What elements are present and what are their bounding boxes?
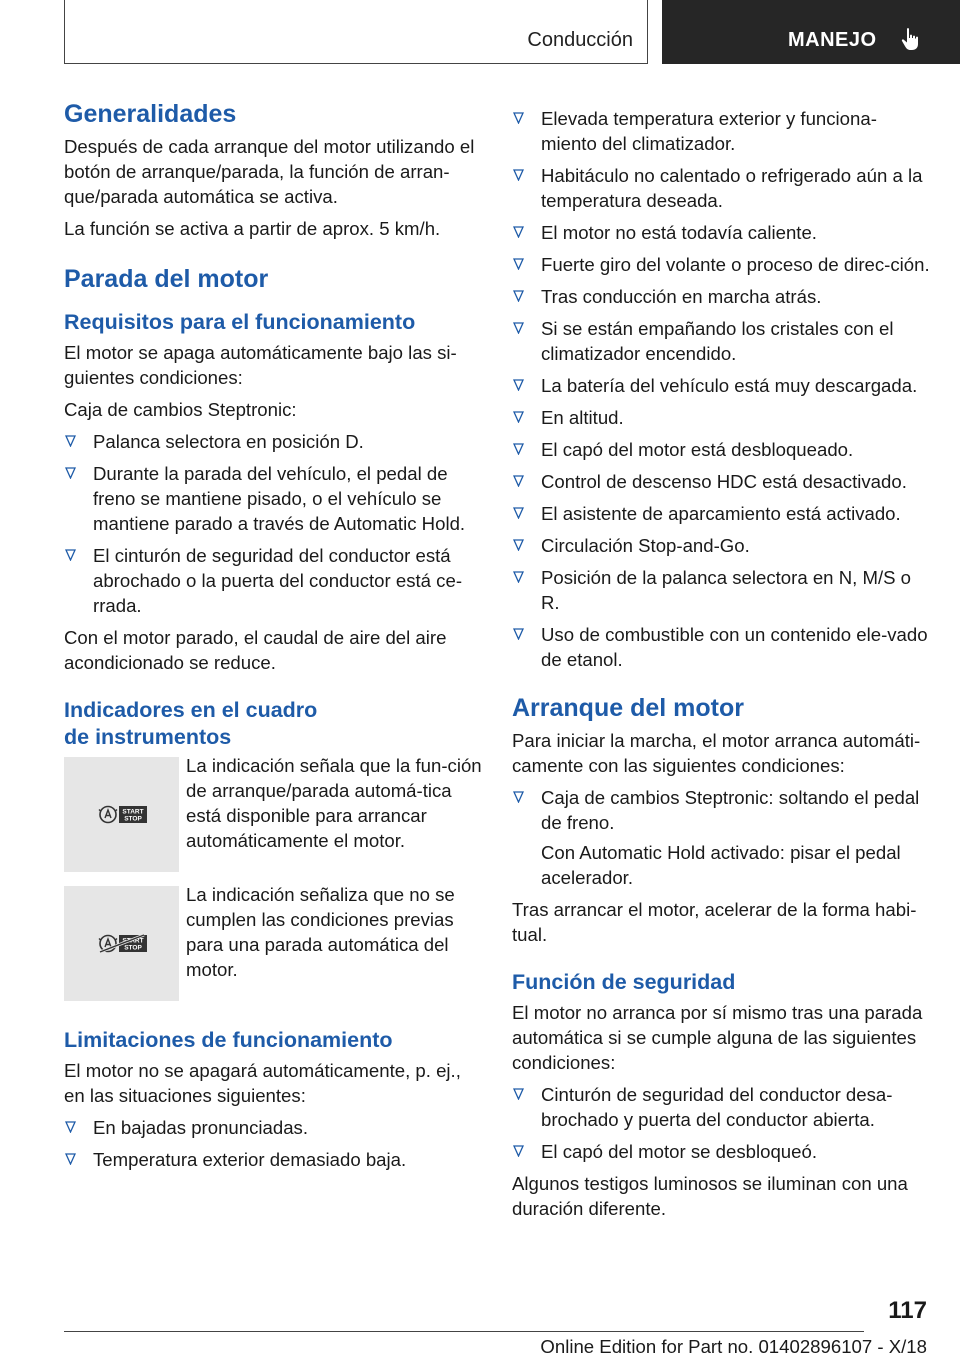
- paragraph: Después de cada arranque del motor utilizando el botón de arranque/parada, la función de arran-que/parada automática se activa.: [64, 136, 475, 207]
- indicator-image: [64, 757, 179, 872]
- triangle-bullet-icon: [513, 1088, 524, 1100]
- list-item: [64, 461, 482, 536]
- list-item-text: El asistente de aparcamiento está activado.: [541, 503, 901, 524]
- heading-funcion-de-seguridad: Función de seguridad: [512, 970, 736, 994]
- list-item-text: La batería del vehículo está muy descargada.: [541, 375, 918, 396]
- list-item-text: Circulación Stop-and-Go.: [541, 535, 750, 556]
- triangle-bullet-icon: [513, 290, 524, 302]
- paragraph: La función se activa a partir de aprox. 5 km/h.: [64, 218, 441, 239]
- header-section-box: [64, 0, 648, 64]
- paragraph: Para iniciar la marcha, el motor arranca automáti-camente con las siguientes condiciones:: [512, 730, 921, 776]
- list-item: [512, 1139, 930, 1164]
- list-item-text: Fuerte giro del volante o proceso de direc-ción.: [541, 254, 930, 275]
- requisitos-list: [64, 429, 482, 618]
- hand-pointer-icon: [898, 26, 924, 52]
- list-item: [64, 1147, 482, 1172]
- paragraph: El motor no arranca por sí mismo tras una parada automática si se cumple alguna de las siguientes condiciones:: [512, 1002, 923, 1073]
- heading-indicadores-line2: de instrumentos: [64, 725, 232, 749]
- triangle-bullet-icon: [513, 507, 524, 519]
- indicator-description: La indicación señaliza que no se cumplen las condiciones previas para una parada automática del motor.: [186, 884, 455, 980]
- list-item: [512, 220, 930, 245]
- list-item: [512, 252, 930, 277]
- list-item-text: En bajadas pronunciadas.: [93, 1117, 309, 1138]
- triangle-bullet-icon: [513, 258, 524, 270]
- triangle-bullet-icon: [65, 1153, 76, 1165]
- triangle-bullet-icon: [513, 791, 524, 803]
- seguridad-list: [512, 1082, 930, 1164]
- paragraph: Caja de cambios Steptronic:: [64, 399, 297, 420]
- indicator-available: [64, 757, 482, 872]
- paragraph: Tras arrancar el motor, acelerar de la forma habi-tual.: [512, 899, 917, 945]
- list-item-text: Elevada temperatura exterior y funciona-miento del climatizador.: [541, 108, 877, 154]
- list-item: [512, 622, 930, 672]
- list-item: [512, 284, 930, 309]
- heading-parada-del-motor: Parada del motor: [64, 265, 269, 293]
- triangle-bullet-icon: [513, 475, 524, 487]
- heading-indicadores: [64, 697, 482, 751]
- list-item-text: El capó del motor está desbloqueado.: [541, 439, 854, 460]
- heading-requisitos: Requisitos para el funcionamiento: [64, 310, 416, 334]
- list-item-text: En altitud.: [541, 407, 624, 428]
- section-title: Conducción: [527, 29, 633, 51]
- list-item-text: Temperatura exterior demasiado baja.: [93, 1149, 407, 1170]
- auto-start-stop-off-icon: [98, 933, 148, 954]
- indicator-unavailable: [64, 886, 482, 1001]
- paragraph: El motor se apaga automáticamente bajo las si-guientes condiciones:: [64, 342, 457, 388]
- heading-indicadores-line1: Indicadores en el cuadro: [64, 698, 318, 722]
- list-subparagraph: Con Automatic Hold activado: pisar el pedal acelerador.: [541, 842, 901, 888]
- triangle-bullet-icon: [513, 628, 524, 640]
- list-item-text: El motor no está todavía caliente.: [541, 222, 817, 243]
- triangle-bullet-icon: [513, 411, 524, 423]
- triangle-bullet-icon: [513, 169, 524, 181]
- list-item: [512, 469, 930, 494]
- paragraph: Con el motor parado, el caudal de aire del aire acondicionado se reduce.: [64, 627, 447, 673]
- list-item-text: Si se están empañando los cristales con el climatizador encendido.: [541, 318, 894, 364]
- indicator-image: [64, 886, 179, 1001]
- triangle-bullet-icon: [513, 571, 524, 583]
- triangle-bullet-icon: [513, 112, 524, 124]
- limitaciones-list: [64, 1115, 482, 1172]
- list-item-text: El cinturón de seguridad del conductor está abrochado o la puerta del conductor está ce-rrada.: [93, 545, 463, 616]
- list-item: [512, 106, 930, 156]
- triangle-bullet-icon: [65, 1121, 76, 1133]
- list-item: [64, 543, 482, 618]
- right-column: [512, 106, 930, 1228]
- footer-divider: [64, 1331, 864, 1332]
- page-number: 117: [888, 1297, 927, 1324]
- heading-arranque-del-motor: Arranque del motor: [512, 694, 744, 722]
- auto-start-stop-icon: [98, 804, 148, 825]
- triangle-bullet-icon: [65, 467, 76, 479]
- list-item-text: Tras conducción en marcha atrás.: [541, 286, 822, 307]
- list-item-text: Posición de la palanca selectora en N, M/S o R.: [541, 567, 912, 613]
- list-item: [512, 437, 930, 462]
- list-item-text: Cinturón de seguridad del conductor desa-brochado y puerta del conductor abierta.: [541, 1084, 893, 1130]
- paragraph: El motor no se apagará automáticamente, p. ej., en las situaciones siguientes:: [64, 1060, 461, 1106]
- icon-label-start: START: [122, 808, 144, 816]
- triangle-bullet-icon: [65, 435, 76, 447]
- list-item: [512, 1082, 930, 1132]
- list-item-text: Caja de cambios Steptronic: soltando el pedal de freno.: [541, 787, 920, 833]
- icon-label-stop: STOP: [124, 815, 142, 823]
- triangle-bullet-icon: [513, 443, 524, 455]
- list-item-text: Habitáculo no calentado o refrigerado aún a la temperatura deseada.: [541, 165, 923, 211]
- list-item-text: Control de descenso HDC está desactivado.: [541, 471, 907, 492]
- list-item: [512, 163, 930, 213]
- heading-generalidades: Generalidades: [64, 100, 237, 128]
- indicator-description: La indicación señala que la fun-ción de arranque/parada automá-tica está disponible para arrancar automáticamente el motor.: [186, 755, 482, 851]
- list-item: [512, 373, 930, 398]
- chapter-tab-label: MANEJO: [788, 29, 877, 51]
- triangle-bullet-icon: [65, 549, 76, 561]
- list-item-text: Uso de combustible con un contenido ele-vado de etanol.: [541, 624, 928, 670]
- list-item: [64, 1115, 482, 1140]
- list-item: [512, 785, 930, 835]
- list-item: [512, 565, 930, 615]
- chapter-tab: [662, 0, 960, 64]
- paragraph: Algunos testigos luminosos se iluminan con una duración diferente.: [512, 1173, 908, 1219]
- list-item: [512, 316, 930, 366]
- icon-label-stop: STOP: [124, 944, 142, 952]
- triangle-bullet-icon: [513, 226, 524, 238]
- heading-limitaciones: Limitaciones de funcionamiento: [64, 1028, 393, 1052]
- triangle-bullet-icon: [513, 379, 524, 391]
- arranque-list: [512, 785, 930, 835]
- edition-text: Online Edition for Part no. 01402896107 - X/18: [540, 1336, 927, 1357]
- list-item-text: Durante la parada del vehículo, el pedal de freno se mantiene pisado, o el vehículo se mantiene parado a través de Automatic Hold.: [93, 463, 466, 534]
- triangle-bullet-icon: [513, 322, 524, 334]
- icon-label-start: START: [122, 937, 144, 945]
- list-item: [512, 533, 930, 558]
- limitaciones-list-continued: [512, 106, 930, 672]
- left-column: [64, 98, 482, 1179]
- triangle-bullet-icon: [513, 1145, 524, 1157]
- list-item: [512, 501, 930, 526]
- list-item-text: El capó del motor se desbloqueó.: [541, 1141, 817, 1162]
- triangle-bullet-icon: [513, 539, 524, 551]
- list-item: [512, 405, 930, 430]
- list-item-text: Palanca selectora en posición D.: [93, 431, 364, 452]
- list-item: [64, 429, 482, 454]
